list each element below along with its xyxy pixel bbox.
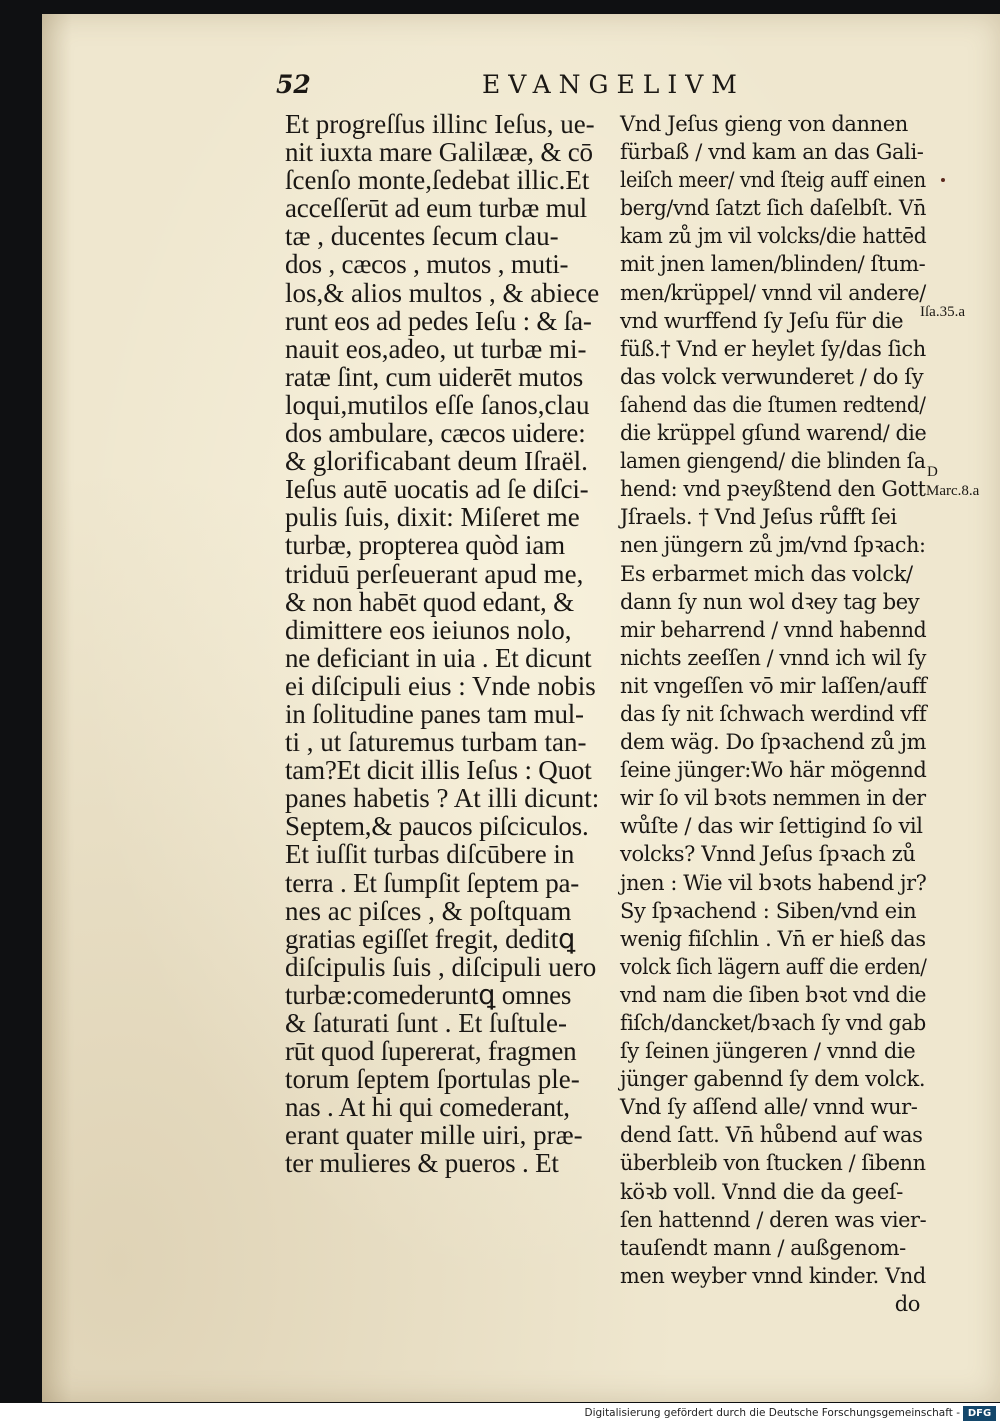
- latin-text-line: & non habēt quod edant, &: [285, 586, 574, 617]
- latin-text-line: nes ac piſces , & poſtquam: [285, 895, 572, 926]
- latin-text-line: rūt quod ſupererat, fragmen: [285, 1036, 577, 1067]
- german-text-line: vnd wurffend ſy Jeſu für die: [620, 308, 904, 333]
- german-text-line: die krüppel gſund warend/ die: [620, 421, 927, 446]
- german-text-line: ſy ſeinen jüngeren / vnnd die: [620, 1039, 916, 1064]
- german-text-line: dem wäg. Do ſpꝛachend zů jm: [620, 730, 926, 755]
- latin-text-line: & glorificabant deum Iſraël.: [285, 446, 588, 477]
- german-text-line: fürbaß / vnd kam an das Gali-: [620, 140, 924, 165]
- latin-text-line: los,& alios multos , & abiece: [285, 277, 600, 308]
- german-text-line: nen jüngern zů jm/vnd ſpꝛach:: [620, 533, 926, 558]
- german-text-line: wůſte / das wir ſettigind ſo vil: [620, 814, 923, 839]
- latin-text-line: dimittere eos ieiunos nolo,: [285, 614, 572, 645]
- german-text-line: kam zů jm vil volcks/die hattēd: [620, 224, 927, 249]
- german-text-line: das ſy nit ſchwach werdind vff: [620, 701, 927, 726]
- latin-text-line: nas . At hi qui comederant,: [285, 1092, 570, 1123]
- german-text-line: Es erbarmet mich das volck/: [620, 561, 913, 586]
- german-text-line: ſahend das die ſtumen redtend/: [620, 392, 926, 417]
- latin-text-line: Et progreſſus illinc Ieſus, ue-: [285, 109, 595, 139]
- dfg-logo: DFG: [963, 1406, 996, 1421]
- margin-note-isaiah: Iſa.35.a: [920, 304, 965, 320]
- latin-text-line: ter mulieres & pueros . Et: [285, 1148, 559, 1179]
- german-text-line: tauſendt mann / außgenom-: [620, 1235, 906, 1260]
- latin-text-line: triduū perſeuerant apud me,: [285, 558, 584, 589]
- latin-text-line: Septem,& paucos piſciculos.: [285, 811, 589, 842]
- german-text-line: dend ſatt. Vn̄ hůbend auf was: [620, 1123, 923, 1148]
- running-head: [276, 70, 976, 110]
- latin-text-line: Ieſus autē uocatis ad ſe diſci-: [285, 474, 589, 505]
- latin-text-line: nauit eos,adeo, ut turbæ mi-: [285, 333, 587, 364]
- latin-text-line: erant quater mille uiri, præ-: [285, 1120, 583, 1151]
- margin-note-letter-d: D: [927, 464, 938, 480]
- german-text-line: jünger gabennd ſy dem volck.: [620, 1067, 926, 1092]
- latin-text-line: acceſſerūt ad eum turbæ mul: [285, 193, 587, 224]
- latin-text-line: ſcenſo monte,ſedebat illic.Et: [285, 165, 590, 196]
- german-text-line: lamen giengend/ die blinden ſa: [620, 449, 926, 474]
- latin-text-line: pulis ſuis, dixit: Miſeret me: [285, 502, 580, 533]
- german-text-line: ſen hattennd / deren was vier-: [620, 1207, 927, 1232]
- german-text-line: dann ſy nun wol dꝛey tag bey: [620, 589, 920, 614]
- latin-text-line: nit iuxta mare Galilææ, & cō: [285, 137, 593, 168]
- german-text-line: hend: vnd pꝛeyßtend den Gott: [620, 477, 926, 502]
- german-text-line: mir beharrend / vnnd habennd: [620, 617, 927, 642]
- latin-text-line: ne deficiant in uia . Et dicunt: [285, 642, 592, 673]
- latin-text-line: Et iuſſit turbas diſcūbere in: [285, 839, 575, 870]
- latin-text-line: ti , ut ſaturemus turbam tan-: [285, 727, 587, 758]
- latin-text-line: & ſaturati ſunt . Et ſuſtule-: [285, 1008, 567, 1038]
- german-text-line: Vnd ſy aſſend alle/ vnnd wur-: [620, 1095, 918, 1120]
- latin-column: [285, 110, 607, 1178]
- latin-text-line: gratias egiſſet fregit, deditꝗ: [285, 923, 576, 954]
- latin-text-line: dos ambulare, cæcos uidere:: [285, 418, 586, 449]
- latin-text-line: tam?Et dicit illis Ieſus : Quot: [285, 755, 592, 786]
- german-text-line: leiſch meer/ vnd ſteig auff einen: [620, 168, 926, 193]
- german-text-line: Vnd Jeſus gieng von dannen: [620, 112, 908, 136]
- german-text-line: wenig fiſchlin . Vn̄ er hieß das: [620, 926, 926, 951]
- latin-text-line: dos , cæcos , mutos , muti-: [285, 249, 569, 280]
- german-text-line: volcks? Vnnd Jeſus ſpꝛach zů: [620, 842, 916, 867]
- german-text-line: nichts zeeſſen / vnnd ich wil ſy: [620, 645, 926, 670]
- footer-credit: Digitalisierung gefördert durch die Deutsche Forschungsgemeinschaft -: [584, 1407, 960, 1419]
- latin-text-line: runt eos ad pedes Ieſu : & ſa-: [285, 305, 592, 336]
- latin-text-line: in ſolitudine panes tam mul-: [285, 698, 584, 729]
- latin-text-line: turbæ:comederuntꝗ omnes: [285, 979, 572, 1010]
- german-text-line: überbleib von ſtucken / ſibenn: [620, 1151, 926, 1176]
- german-text-line: volck ſich lägern auff die erden/: [620, 954, 927, 979]
- german-text-line: wir ſo vil bꝛots nemmen in der: [620, 786, 926, 811]
- german-text-line: men/krüppel/ vnnd vil andere/: [620, 280, 926, 305]
- german-text-line: Jſraels. † Vnd Jeſus růfft ſei: [620, 505, 897, 530]
- latin-text-line: panes habetis ? At illi dicunt:: [285, 783, 600, 814]
- latin-text-line: ei diſcipuli eius : Vnde nobis: [285, 670, 596, 701]
- german-text-line: köꝛb voll. Vnnd die da geeſ-: [620, 1179, 903, 1204]
- latin-text-line: loqui,mutilos eſſe ſanos,clau: [285, 389, 590, 420]
- catchword-block: [620, 1290, 926, 1318]
- german-text-line: das volck verwunderet / do ſy: [620, 364, 924, 389]
- german-text-line: ſeine jünger:Wo här mögennd: [620, 758, 927, 783]
- latin-text-line: terra . Et ſumpſit ſeptem pa-: [285, 867, 580, 898]
- german-text-line: vnd nam die ſiben bꝛot vnd die: [620, 982, 927, 1007]
- catchword: do: [894, 1292, 920, 1316]
- german-text-line: fiſch/dancket/bꝛach ſy vnd gab: [620, 1011, 926, 1035]
- german-column: [620, 110, 926, 1290]
- margin-mark: [941, 178, 945, 182]
- latin-text-line: turbæ, propterea quòd iam: [285, 530, 565, 561]
- margin-note-mark: Marc.8.a: [926, 483, 980, 499]
- german-text-line: nit vngeſſen vō mir laſſen/auff: [620, 673, 927, 698]
- latin-text-line: tæ , ducentes ſecum clau-: [285, 221, 559, 252]
- latin-text-line: ratæ ſint, cum uiderēt mutos: [285, 361, 584, 392]
- german-text-line: jnen : Wie vil bꝛots habend jr?: [620, 870, 927, 895]
- german-text-line: Sy ſpꝛachend : Siben/vnd ein: [620, 898, 917, 923]
- german-text-line: füß.† Vnd er heylet ſy/das ſich: [620, 336, 926, 361]
- german-text-line: mit jnen lamen/blinden/ ſtum-: [620, 252, 926, 277]
- german-text-line: men weyber vnnd kinder. Vnd: [620, 1263, 926, 1288]
- page-number: 52: [276, 70, 311, 99]
- german-text-line: berg/vnd ſatzt ſich daſelbſt. Vn̄: [620, 196, 926, 221]
- latin-text-line: diſcipulis ſuis , diſcipuli uero: [285, 951, 597, 982]
- latin-text-line: torum ſeptem ſportulas ple-: [285, 1064, 580, 1095]
- running-title: EVANGELIVM: [482, 70, 745, 99]
